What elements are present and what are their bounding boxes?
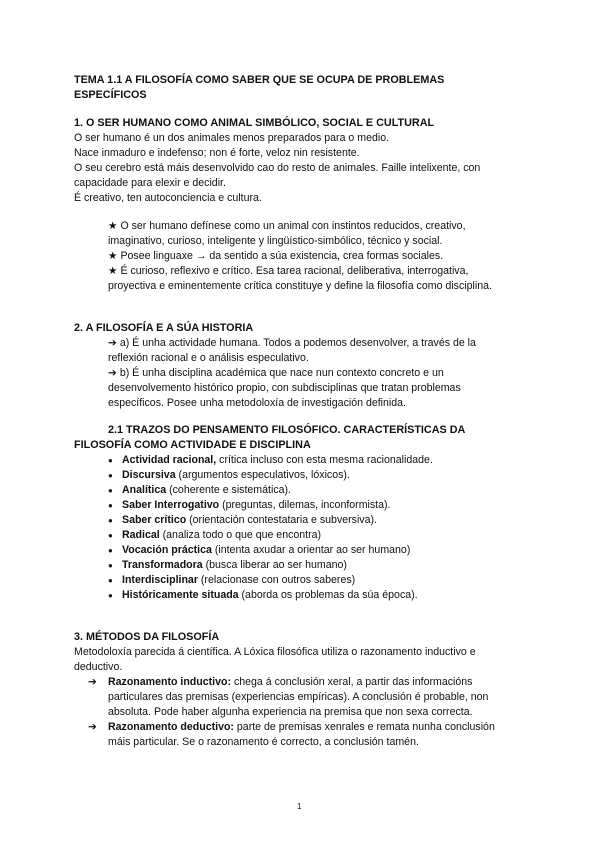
deductive-line2: máis particular. Se o razonamento é correcto, a conclusión tamén. bbox=[108, 736, 419, 748]
trait-term: Vocación práctica bbox=[122, 544, 212, 556]
trait-desc: (coherente e sistemática). bbox=[166, 484, 291, 496]
bullet-icon: ● bbox=[108, 591, 113, 600]
trait-item bbox=[108, 588, 418, 603]
arrow-icon: ➔ bbox=[88, 721, 97, 733]
trait-desc: (intenta axudar a orientar ao ser humano) bbox=[211, 544, 411, 556]
section1-line: O ser humano é un dos animales menos preparados para o medio. bbox=[74, 132, 390, 144]
section3-intro-line2: deductivo. bbox=[74, 661, 123, 673]
bullet-icon: ● bbox=[108, 576, 113, 585]
trait-term: Históricamente situada bbox=[122, 589, 239, 601]
arrow-icon: ➔ bbox=[88, 676, 97, 688]
section2-heading: 2. A FILOSOFÍA E A SÚA HISTORIA bbox=[74, 322, 254, 334]
trait-term: Saber Interrogativo bbox=[122, 499, 220, 511]
section1-line: É creativo, ten autoconciencia e cultura. bbox=[74, 192, 262, 204]
trait-item bbox=[108, 543, 410, 558]
page-title-line1: TEMA 1.1 A FILOSOFÍA COMO SABER QUE SE OCUPA DE PROBLEMAS bbox=[74, 74, 445, 86]
trait-desc: (preguntas, dilemas, inconformista). bbox=[219, 499, 391, 511]
deductive-line1 bbox=[108, 720, 495, 735]
bullet-icon: ● bbox=[108, 531, 113, 540]
bullet-icon: ● bbox=[108, 471, 113, 480]
section3-heading: 3. MÉTODOS DA FILOSOFÍA bbox=[74, 631, 220, 643]
trait-item bbox=[108, 513, 377, 528]
bullet-icon: ● bbox=[108, 486, 113, 495]
star-point-line: ★ O ser humano defínese como un animal con instintos reducidos, creativo, bbox=[108, 220, 466, 232]
section21-heading-line2: FILOSOFÍA COMO ACTIVIDADE E DISCIPLINA bbox=[74, 439, 311, 451]
section1-line: capacidade para elexir e decidir. bbox=[74, 177, 226, 189]
trait-desc: (aborda os problemas da súa época). bbox=[238, 589, 418, 601]
trait-desc: (busca liberar ao ser humano) bbox=[202, 559, 347, 571]
trait-term: Discursiva bbox=[122, 469, 176, 481]
trait-item bbox=[108, 498, 390, 513]
trait-desc: (analiza todo o que que encontra) bbox=[159, 529, 322, 541]
trait-item bbox=[108, 483, 291, 498]
trait-desc: crítica incluso con esta mesma racionalidade. bbox=[216, 454, 433, 466]
trait-item bbox=[108, 453, 433, 468]
trait-term: Radical bbox=[122, 529, 160, 541]
section1-line: O seu cerebro está máis desenvolvido cao do resto de animales. Faille intelixente, con bbox=[74, 162, 481, 174]
deductive-desc: parte de premisas xenrales e remata nunha conclusión bbox=[233, 721, 495, 733]
inductive-desc: chega á conclusión xeral, a partir das informacións bbox=[231, 676, 473, 688]
section2-line: ➔ a) É unha actividade humana. Todos a podemos desenvolver, a través de la bbox=[108, 337, 476, 349]
inductive-line1 bbox=[108, 675, 472, 690]
section1-line: Nace inmaduro e indefenso; non é forte, veloz nin resistente. bbox=[74, 147, 360, 159]
trait-desc: (argumentos especulativos, lóxicos). bbox=[175, 469, 350, 481]
bullet-icon: ● bbox=[108, 561, 113, 570]
star-point-line: ★ Posee linguaxe → da sentido a súa existencia, crea formas sociales. bbox=[108, 250, 444, 262]
inductive-line2: particulares das premisas (experiencias empíricas). A conclusión é probable, non bbox=[108, 691, 489, 703]
section2-line: reflexión racional e o análisis especulativo. bbox=[108, 352, 309, 364]
section2-line: desenvolvemento histórico propio, con subdisciplinas que tratan problemas bbox=[108, 382, 461, 394]
section2-line: ➔ b) É unha disciplina académica que nace nun contexto concreto e un bbox=[108, 367, 444, 379]
trait-term: Transformadora bbox=[122, 559, 203, 571]
trait-item bbox=[108, 528, 321, 543]
inductive-term: Razonamento inductivo: bbox=[108, 676, 232, 688]
star-point-line: ★ É curioso, reflexivo e crítico. Esa tarea racional, deliberativa, interrogativa, bbox=[108, 265, 469, 277]
section3-intro-line1: Metodoloxía parecida á científica. A Lóxica filosófica utiliza o razonamento inductivo e bbox=[74, 646, 476, 658]
section21-heading-line1: 2.1 TRAZOS DO PENSAMENTO FILOSÓFICO. CARACTERÍSTICAS DA bbox=[108, 424, 466, 436]
star-point-line: proyectiva e eminentemente crítica constituye y define la filosofía como disciplina. bbox=[108, 280, 492, 292]
trait-item bbox=[108, 558, 347, 573]
trait-desc: (orientación contestataria e subversiva). bbox=[186, 514, 377, 526]
trait-desc: (relacionase con outros saberes) bbox=[197, 574, 356, 586]
trait-term: Interdisciplinar bbox=[122, 574, 198, 586]
trait-item bbox=[108, 573, 355, 588]
inductive-line3: absoluta. Pode haber algunha experiencia na premisa que non sexa correcta. bbox=[108, 706, 473, 718]
bullet-icon: ● bbox=[108, 456, 113, 465]
bullet-icon: ● bbox=[108, 546, 113, 555]
bullet-icon: ● bbox=[108, 501, 113, 510]
deductive-term: Razonamento deductivo: bbox=[108, 721, 234, 733]
section1-heading: 1. O SER HUMANO COMO ANIMAL SIMBÓLICO, SOCIAL E CULTURAL bbox=[74, 117, 435, 129]
bullet-icon: ● bbox=[108, 516, 113, 525]
trait-term: Actividad racional, bbox=[122, 454, 217, 466]
page-title-line2: ESPECÍFICOS bbox=[74, 89, 147, 101]
trait-item bbox=[108, 468, 350, 483]
trait-term: Saber crítico bbox=[122, 514, 187, 526]
page-number: 1 bbox=[297, 802, 302, 811]
section2-line: específicos. Posee unha metodoloxía de investigación definida. bbox=[108, 397, 406, 409]
trait-term: Analítica bbox=[122, 484, 167, 496]
star-point-line: imaginativo, curioso, inteligente y lingüístico-simbólico, técnico y social. bbox=[108, 235, 443, 247]
